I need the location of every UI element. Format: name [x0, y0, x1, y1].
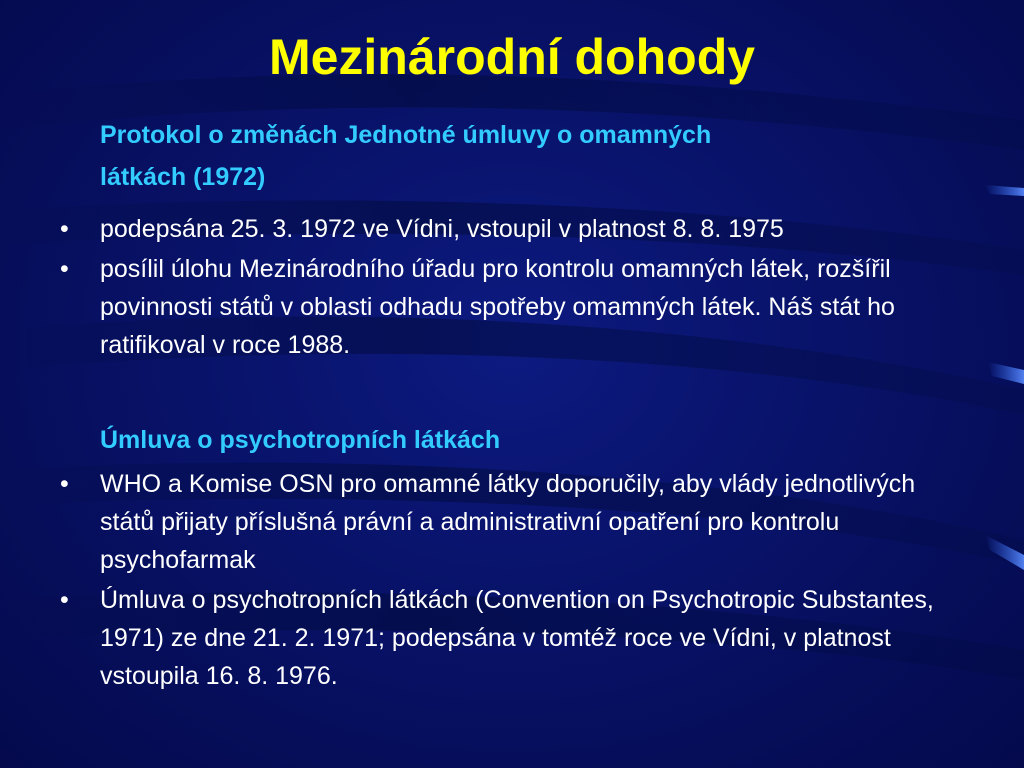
bullet-icon: •: [60, 215, 69, 243]
bullet-text: Úmluva o psychotropních látkách (Convention on Psychotropic Substantes, 1971) ze dne 21. 2. 1971; podepsána v tomtéž roce ve Vídni, v platnost vstoupila 16. 8. 1976.: [100, 586, 934, 690]
list-item: [56, 465, 976, 579]
bullet-icon: •: [60, 255, 69, 283]
list-item: [56, 250, 976, 364]
bullet-icon: •: [60, 586, 69, 614]
list-item: [56, 210, 976, 248]
section1-heading: [100, 114, 940, 198]
section2-bullet-list: [56, 465, 976, 697]
slide-title: Mezinárodní dohody: [268, 29, 756, 85]
section1-heading-line2: látkách (1972): [100, 163, 266, 191]
section1-heading-line1: Protokol o změnách Jednotné úmluvy o omamných: [100, 121, 712, 149]
bullet-icon: •: [60, 470, 69, 498]
bullet-text: podepsána 25. 3. 1972 ve Vídni, vstoupil v platnost 8. 8. 1975: [100, 215, 784, 243]
section1-bullet-list: [56, 210, 976, 366]
section2-heading: Úmluva o psychotropních látkách: [100, 426, 501, 454]
bullet-text: WHO a Komise OSN pro omamné látky doporučily, aby vlády jednotlivých států přijaty příslušná právní a administrativní opatření pro kontrolu psychofarmak: [100, 470, 916, 574]
bullet-text: posílil úlohu Mezinárodního úřadu pro kontrolu omamných látek, rozšířil povinnosti států v oblasti odhadu spotřeby omamných látek. Náš stát ho ratifikoval v roce 1988.: [100, 255, 895, 359]
list-item: [56, 581, 976, 695]
